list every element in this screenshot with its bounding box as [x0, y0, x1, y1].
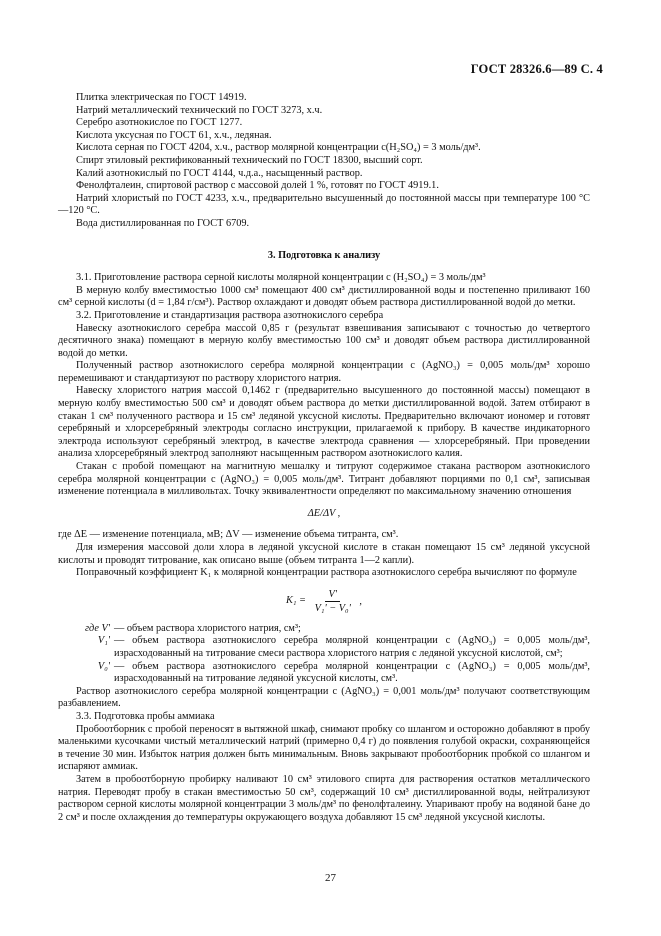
formula-denominator: V₁' − V₀'	[314, 602, 351, 614]
reagent-item: Калий азотнокислый по ГОСТ 4144, ч.д.а., насыщенный раствор.	[76, 167, 363, 179]
reagent-item: Натрий металлический технический по ГОСТ 3273, х.ч.	[76, 104, 323, 116]
formula-fraction	[312, 588, 354, 615]
formula-tail: ,	[359, 595, 362, 607]
paragraph: Пробоотборник с пробой переносят в вытяжной шкаф, снимают пробку со шлангом и осторожно добавляют в пробу маленькими кусочками чистый металлический натрий (примерно 0,4 г) до появления голубой окраски, сохраняющейся в течение 30 мин. Избыток натрия должен быть минимальным. Вновь закрывают пробоотборник пробкой со шлангом и испаряют аммиак.	[58, 723, 590, 773]
formula-k1	[58, 588, 590, 615]
page-number: 27	[325, 872, 336, 884]
paragraph: Раствор азотнокислого серебра молярной концентрации c (AgNO₃) = 0,001 моль/дм³ получают соответствующим разбавлением.	[58, 685, 590, 710]
definition-symbol: V₁'	[97, 635, 110, 647]
paragraph-3-2-title: 3.2. Приготовление и стандартизация раствора азотнокислого серебра	[76, 309, 384, 321]
paragraph-3-3-title: 3.3. Подготовка пробы аммиака	[76, 710, 215, 722]
reagent-item: Кислота серная по ГОСТ 4204, х.ч., раствор молярной концентрации c(H₂SO₄) = 3 моль/дм³.	[76, 142, 481, 154]
formula-numerator: V'	[325, 588, 340, 602]
definition-symbol: V₀'	[97, 660, 110, 672]
paragraph: В мерную колбу вместимостью 1000 см³ помещают 400 см³ дистиллированной воды и постепенно приливают 160 см³ серной кислоты (d = 1,84 г/см³). Раствор охлаждают и доводят объем раствора дистиллированной водой до метки.	[58, 284, 590, 309]
paragraph: Затем в пробоотборную пробирку наливают 10 см³ этилового спирта для растворения остатков металлического натрия. Переводят пробу в стакан вместимостью 50 см³, содержащий 10 см³ дистиллированной воды, нейтрализуют раствором серной кислоты молярной концентрации 3 моль/дм³ по фенолфталеину. Упаривают пробу на водяной бане до 2 см³ и после охлаждения до температуры окружающего воздуха добавляют 15 см³ ледяной уксусной кислоты.	[58, 773, 590, 823]
paragraph-3-1-title: 3.1. Приготовление раствора серной кислоты молярной концентрации c (H₂SO₄) = 3 моль/дм³	[76, 272, 486, 284]
reagent-item: Плитка электрическая по ГОСТ 14919.	[76, 92, 247, 103]
paragraph: Для измерения массовой доли хлора в ледяной уксусной кислоте в стакан помещают 15 см³ ледяной уксусной кислоты и проводят титрование, как описано выше (объем титранта 1—2 капли).	[58, 542, 590, 566]
definition-row	[58, 623, 590, 636]
definition-text: — объем раствора азотнокислого серебра молярной концентрации c (AgNO₃) = 0,005 моль/дм³, израсходованный на титрование ледяной уксусной кислоты, см³.	[114, 660, 590, 685]
reagent-item: Серебро азотнокислое по ГОСТ 1277.	[76, 117, 243, 129]
definition-row	[58, 661, 590, 686]
reagent-item: Вода дистиллированная по ГОСТ 6709.	[76, 217, 250, 229]
paragraph: Навеску азотнокислого серебра массой 0,85 г (результат взвешивания записывают с точностью до четвертого десятичного знака) помещают в мерную колбу вместимостью 100 см³ и доводят объем раствора дистиллированной водой до метки.	[58, 322, 590, 359]
reagent-item: Натрий хлористый по ГОСТ 4233, х.ч., предварительно высушенный до постоянной массы при температуре 100 °С—120 °С.	[58, 192, 590, 217]
document-body	[58, 92, 590, 824]
reagent-list	[58, 92, 590, 231]
paragraph: Стакан с пробой помещают на магнитную мешалку и титруют содержимое стакана раствором азотнокислого серебра молярной концентрации c (AgNO₃) = 0,005 моль/дм³. Титрант добавляют порциями по 0,1 см³, записывая изменение потенциала в милливольтах. Точку эквивалентности определяют по максимальному значению отношения	[58, 461, 590, 498]
reagent-item: Спирт этиловый ректификованный технический по ГОСТ 18300, высший сорт.	[76, 154, 423, 166]
paragraph: Навеску хлористого натрия массой 0,1462 г (предварительно высушенного до постоянной массы) помещают в мерную колбу вместимостью 500 см³ и доводят объем раствора до метки дистиллированной водой. Затем отбирают в стакан 1 см³ полученного раствора и 15 см³ ледяной уксусной кислоты. Предварительно включают иономер и готовят серебряный и хлорсеребряный электроды согласно инструкции, прилагаемой к прибору. В качестве индикаторного электрода используют серебряный электрод, в качестве электрода сравнения — хлорсеребряный. При проведении анализа хлорсеребряный электрод заполняют насыщенным раствором азотнокислого калия.	[58, 385, 590, 460]
page-header: ГОСТ 28326.6—89 С. 4	[470, 62, 603, 76]
formula-delta-ratio: ΔE/ΔV ,	[307, 507, 341, 519]
formula-explanation: где ΔE — изменение потенциала, мВ; ΔV — изменение объема титранта, см³.	[58, 529, 399, 541]
reagent-item: Кислота уксусная по ГОСТ 61, х.ч., ледяная.	[76, 129, 272, 141]
variable-definitions	[58, 623, 590, 686]
definition-text: — объем раствора хлористого натрия, см³;	[114, 622, 301, 634]
definition-symbol: где V'	[85, 622, 110, 634]
paragraph: Полученный раствор азотнокислого серебра молярной концентрации c (AgNO₃) = 0,005 моль/дм³ хорошо перемешивают и стандартизуют по раствору хлористого натрия.	[58, 360, 590, 384]
definition-row	[58, 635, 590, 660]
section-title: 3. Подготовка к анализу	[267, 249, 381, 261]
reagent-item: Фенолфталеин, спиртовой раствор с массовой долей 1 %, готовят по ГОСТ 4919.1.	[76, 180, 439, 192]
definition-text: — объем раствора азотнокислого серебра молярной концентрации c (AgNO₃) = 0,005 моль/дм³, израсходованный на титрование смеси раствора хлористого натрия с ледяной уксусной кислотой, см³;	[114, 635, 590, 659]
formula-lhs: K₁ =	[286, 594, 306, 606]
paragraph: Поправочный коэффициент K₁ к молярной концентрации раствора азотнокислого серебра вычисляют по формуле	[76, 567, 577, 579]
